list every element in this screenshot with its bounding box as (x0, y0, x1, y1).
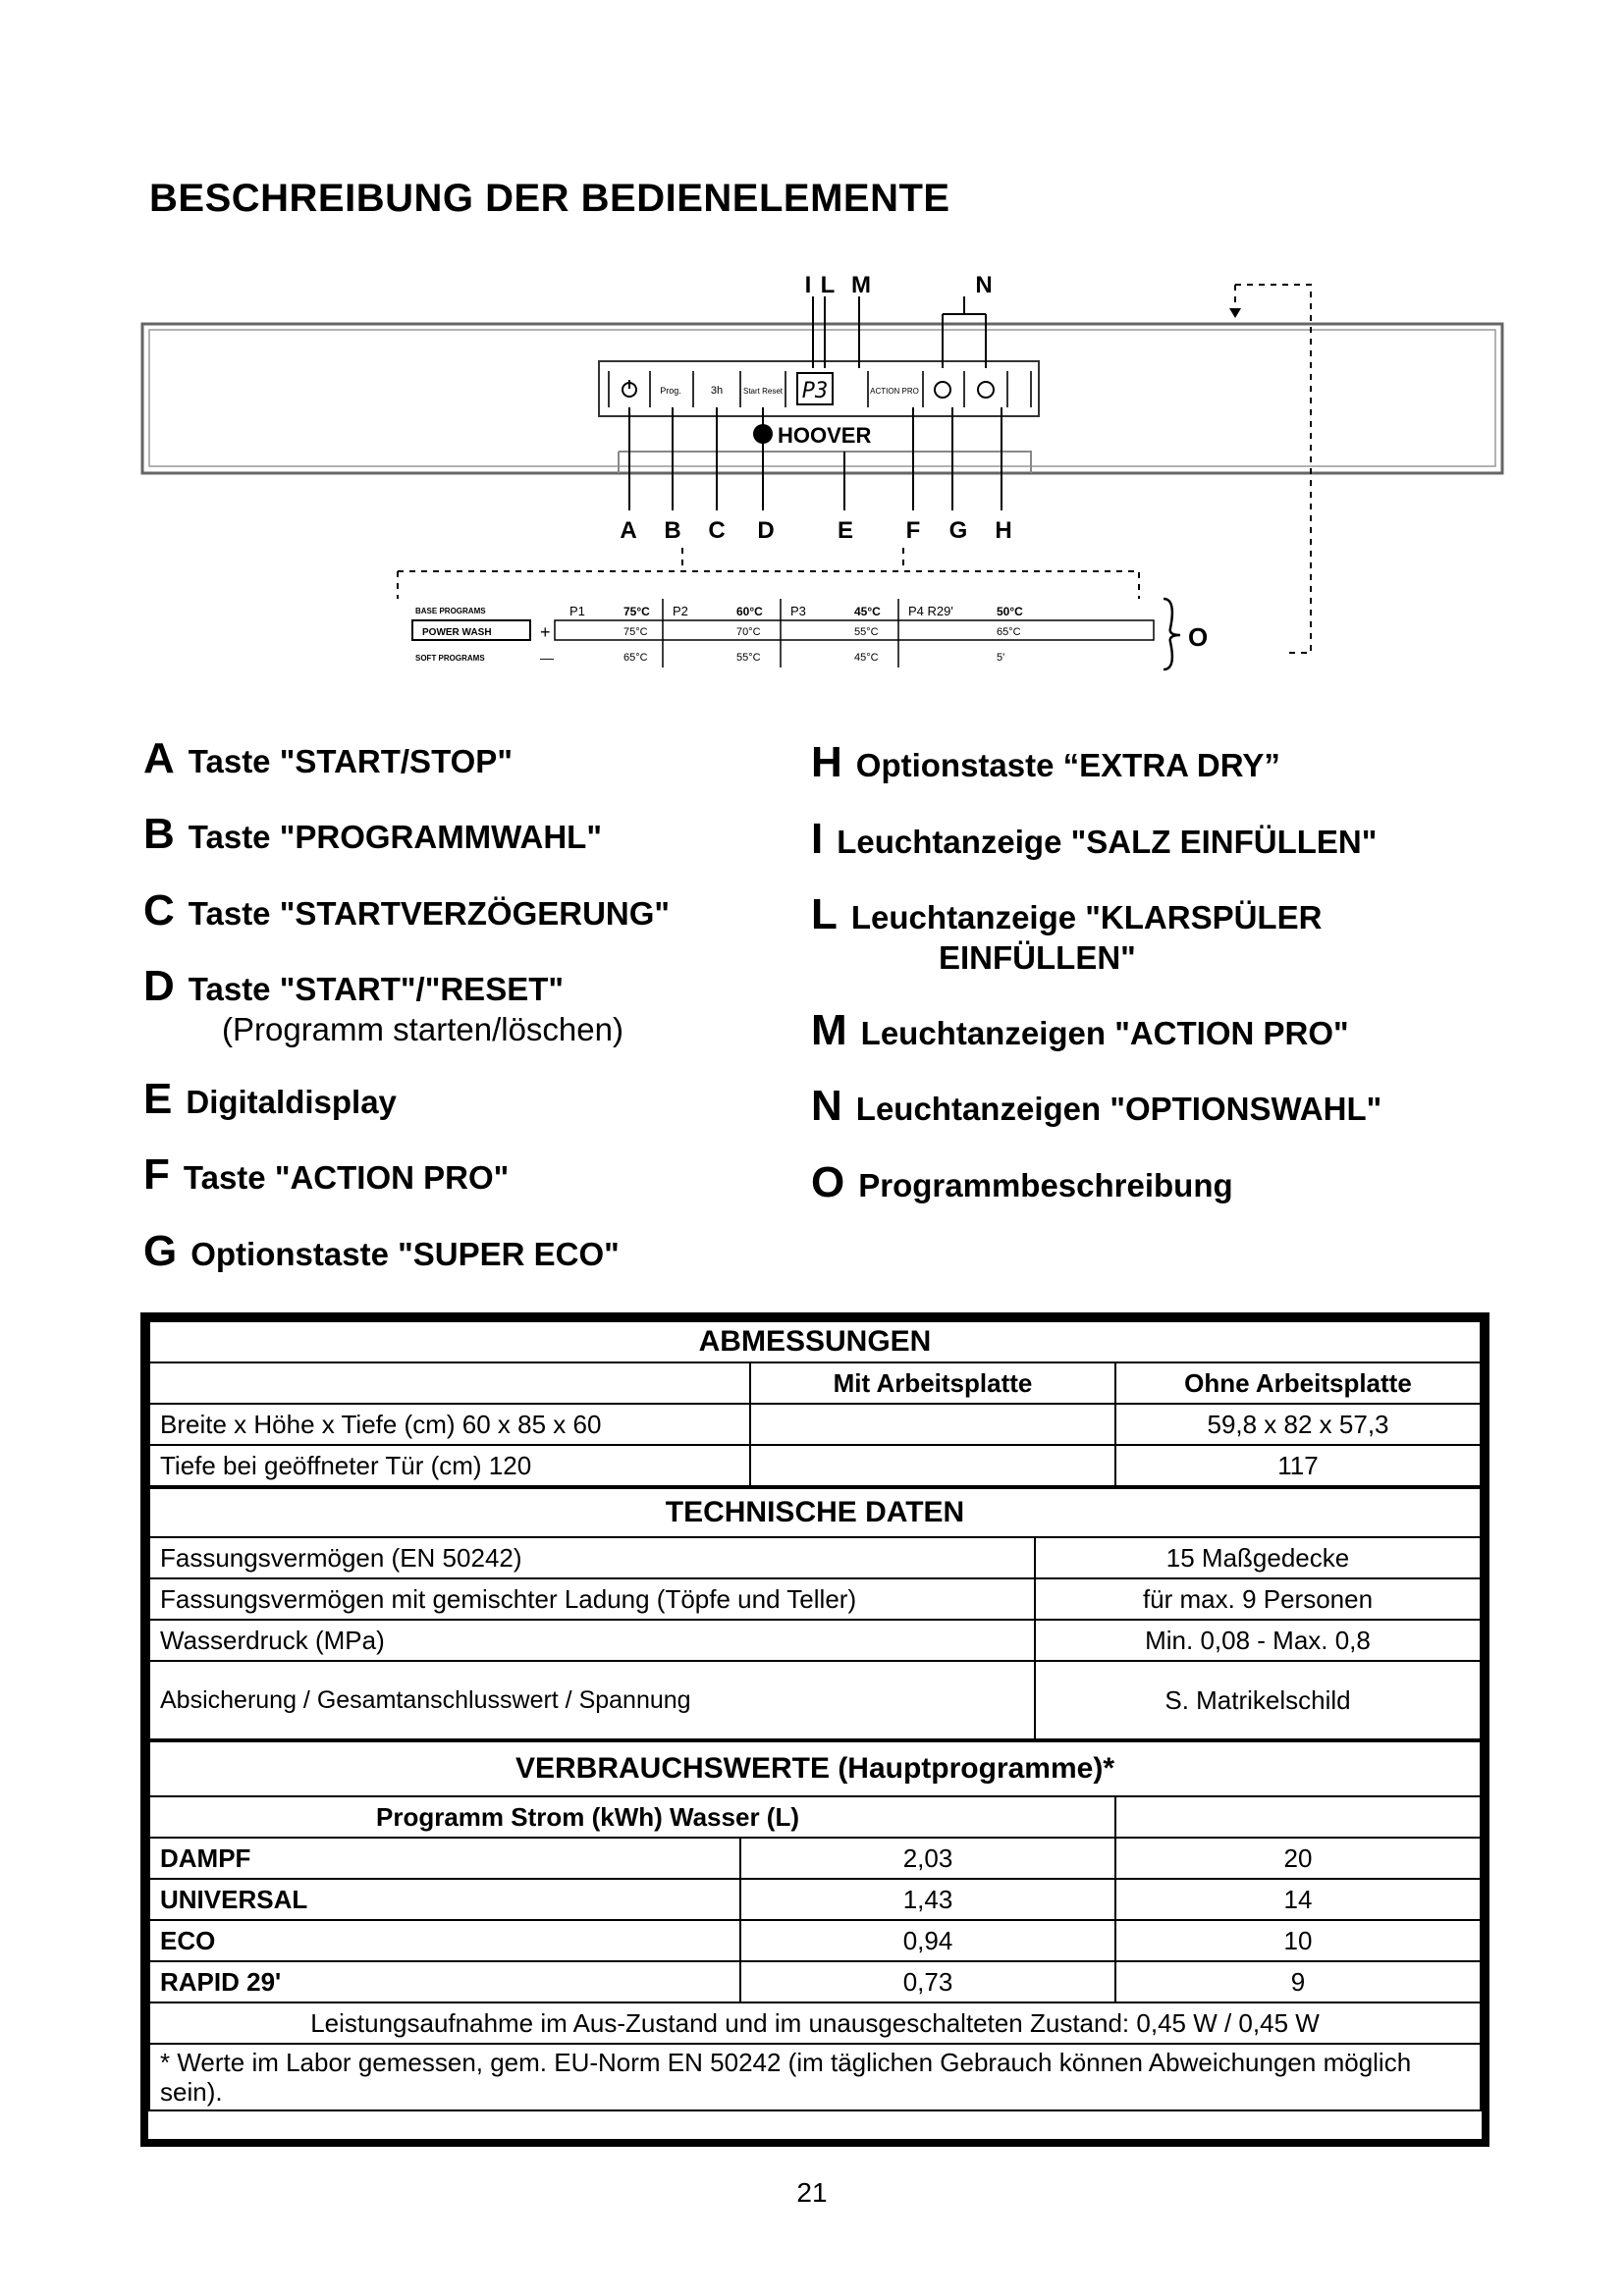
legend-item-L: L Leuchtanzeige "KLARSPÜLER EINFÜLLEN" (811, 890, 1323, 976)
legend-item-B: B Taste "PROGRAMMWAHL" (143, 810, 602, 858)
footnote-row: * Werte im Labor gemessen, gem. EU-Norm EN 50242 (im täglichen Gebrauch können Abweichungen möglich sein). (149, 2044, 1481, 2110)
action-pro-text: ACTION PRO (870, 387, 919, 396)
soft-1: 65°C (623, 652, 648, 664)
dimensions-table (148, 1320, 1482, 1487)
table-row: UNIVERSAL 1,43 14 (149, 1879, 1481, 1920)
soft-3: 45°C (854, 652, 879, 664)
col-ohne: Ohne Arbeitsplatte (1115, 1362, 1481, 1404)
table-row: Wasserdruck (MPa) Min. 0,08 - Max. 0,8 (149, 1620, 1481, 1661)
dimensions-title: ABMESSUNGEN (149, 1321, 1481, 1362)
label-A: A (620, 517, 637, 544)
p2-name: P2 (673, 604, 688, 618)
label-C: C (708, 517, 726, 544)
legend-item-E: E Digitaldisplay (143, 1075, 397, 1123)
extra-dry-icon (978, 382, 994, 398)
p1-temp: 75°C (623, 605, 650, 618)
legend-item-D-sub: (Programm starten/löschen) (222, 1011, 623, 1047)
legend-item-D: D Taste "START"/"RESET" (Programm starten/löschen) (143, 962, 623, 1047)
p3-name: P3 (790, 604, 806, 618)
legend-item-H: H Optionstaste “EXTRA DRY” (811, 738, 1280, 786)
table-row: Tiefe bei geöffneter Tür (cm) 120 117 (149, 1445, 1481, 1486)
reset-button-text: Start Reset (742, 387, 784, 396)
brand-label: HOOVER (778, 423, 872, 448)
legend-item-N: N Leuchtanzeigen "OPTIONSWAHL" (811, 1082, 1382, 1130)
power-1: 75°C (623, 626, 648, 638)
soft-minus: — (540, 650, 554, 666)
consumption-table (148, 1740, 1482, 2111)
p4-name: P4 R29' (908, 604, 953, 618)
power-4: 65°C (997, 626, 1021, 638)
soft-2: 55°C (736, 652, 761, 664)
table-row: DAMPF 2,03 20 (149, 1838, 1481, 1879)
label-M: M (851, 272, 871, 298)
table-row: ECO 0,94 10 (149, 1920, 1481, 1961)
label-B: B (664, 517, 681, 544)
table-row: Fassungsvermögen mit gemischter Ladung (Töpfe und Teller) für max. 9 Personen (149, 1578, 1481, 1620)
table-row: RAPID 29' 0,73 9 (149, 1961, 1481, 2002)
label-H: H (995, 517, 1012, 544)
page-title: BESCHREIBUNG DER BEDIENELEMENTE (149, 177, 950, 220)
display-text: P3 (801, 379, 829, 403)
label-I: I (804, 272, 812, 298)
consumption-header: Programm Strom (kWh) Wasser (L) (149, 1796, 1115, 1838)
delay-button-text: 3h (710, 385, 724, 397)
label-D: D (757, 517, 775, 544)
label-L: L (820, 272, 836, 298)
label-N: N (975, 272, 993, 298)
brace-icon (1164, 599, 1180, 669)
legend-item-O: O Programmbeschreibung (811, 1158, 1233, 1206)
power-3: 55°C (854, 626, 879, 638)
p1-name: P1 (569, 604, 585, 618)
base-programs-label: BASE PROGRAMS (415, 607, 486, 615)
table-row: Fassungsvermögen (EN 50242) 15 Maßgedecke (149, 1537, 1481, 1578)
page-number: 21 (796, 2177, 828, 2208)
p2-temp: 60°C (736, 605, 763, 618)
p3-temp: 45°C (854, 605, 881, 618)
table-row: Absicherung / Gesamtanschlusswert / Spannung S. Matrikelschild (149, 1661, 1481, 1739)
power-wash-label: POWER WASH (422, 627, 492, 638)
soft-4: 5' (997, 652, 1005, 664)
standby-row: Leistungsaufnahme im Aus-Zustand und im unausgeschalteten Zustand: 0,45 W / 0,45 W (149, 2002, 1481, 2044)
legend-item-G: G Optionstaste "SUPER ECO" (143, 1227, 620, 1275)
table-row: Breite x Höhe x Tiefe (cm) 60 x 85 x 60 59,8 x 82 x 57,3 (149, 1404, 1481, 1445)
label-E: E (837, 517, 854, 544)
power-wash-plus: + (540, 622, 551, 642)
legend-item-C: C Taste "STARTVERZÖGERUNG" (143, 886, 671, 934)
p4-temp: 50°C (997, 605, 1023, 618)
legend-item-F: F Taste "ACTION PRO" (143, 1150, 510, 1199)
technical-table (148, 1487, 1482, 1740)
legend-item-I: I Leuchtanzeige "SALZ EINFÜLLEN" (811, 815, 1378, 863)
legend-item-M: M Leuchtanzeigen "ACTION PRO" (811, 1006, 1349, 1054)
technical-title: TECHNISCHE DATEN (149, 1488, 1481, 1537)
soft-programs-label: SOFT PROGRAMS (415, 654, 485, 663)
label-G: G (948, 517, 968, 544)
col-mit: Mit Arbeitsplatte (750, 1362, 1115, 1404)
power-icon (623, 380, 636, 397)
data-tables (140, 1312, 1489, 2147)
power-2: 70°C (736, 626, 761, 638)
control-panel-diagram (137, 265, 1512, 697)
legend-item-A: A Taste "START/STOP" (143, 734, 513, 782)
prog-button-text: Prog. (660, 386, 681, 396)
label-F: F (905, 517, 921, 544)
super-eco-icon (935, 382, 950, 398)
label-O: O (1188, 622, 1209, 652)
consumption-title: VERBRAUCHSWERTE (Hauptprogramme)* (149, 1741, 1481, 1796)
